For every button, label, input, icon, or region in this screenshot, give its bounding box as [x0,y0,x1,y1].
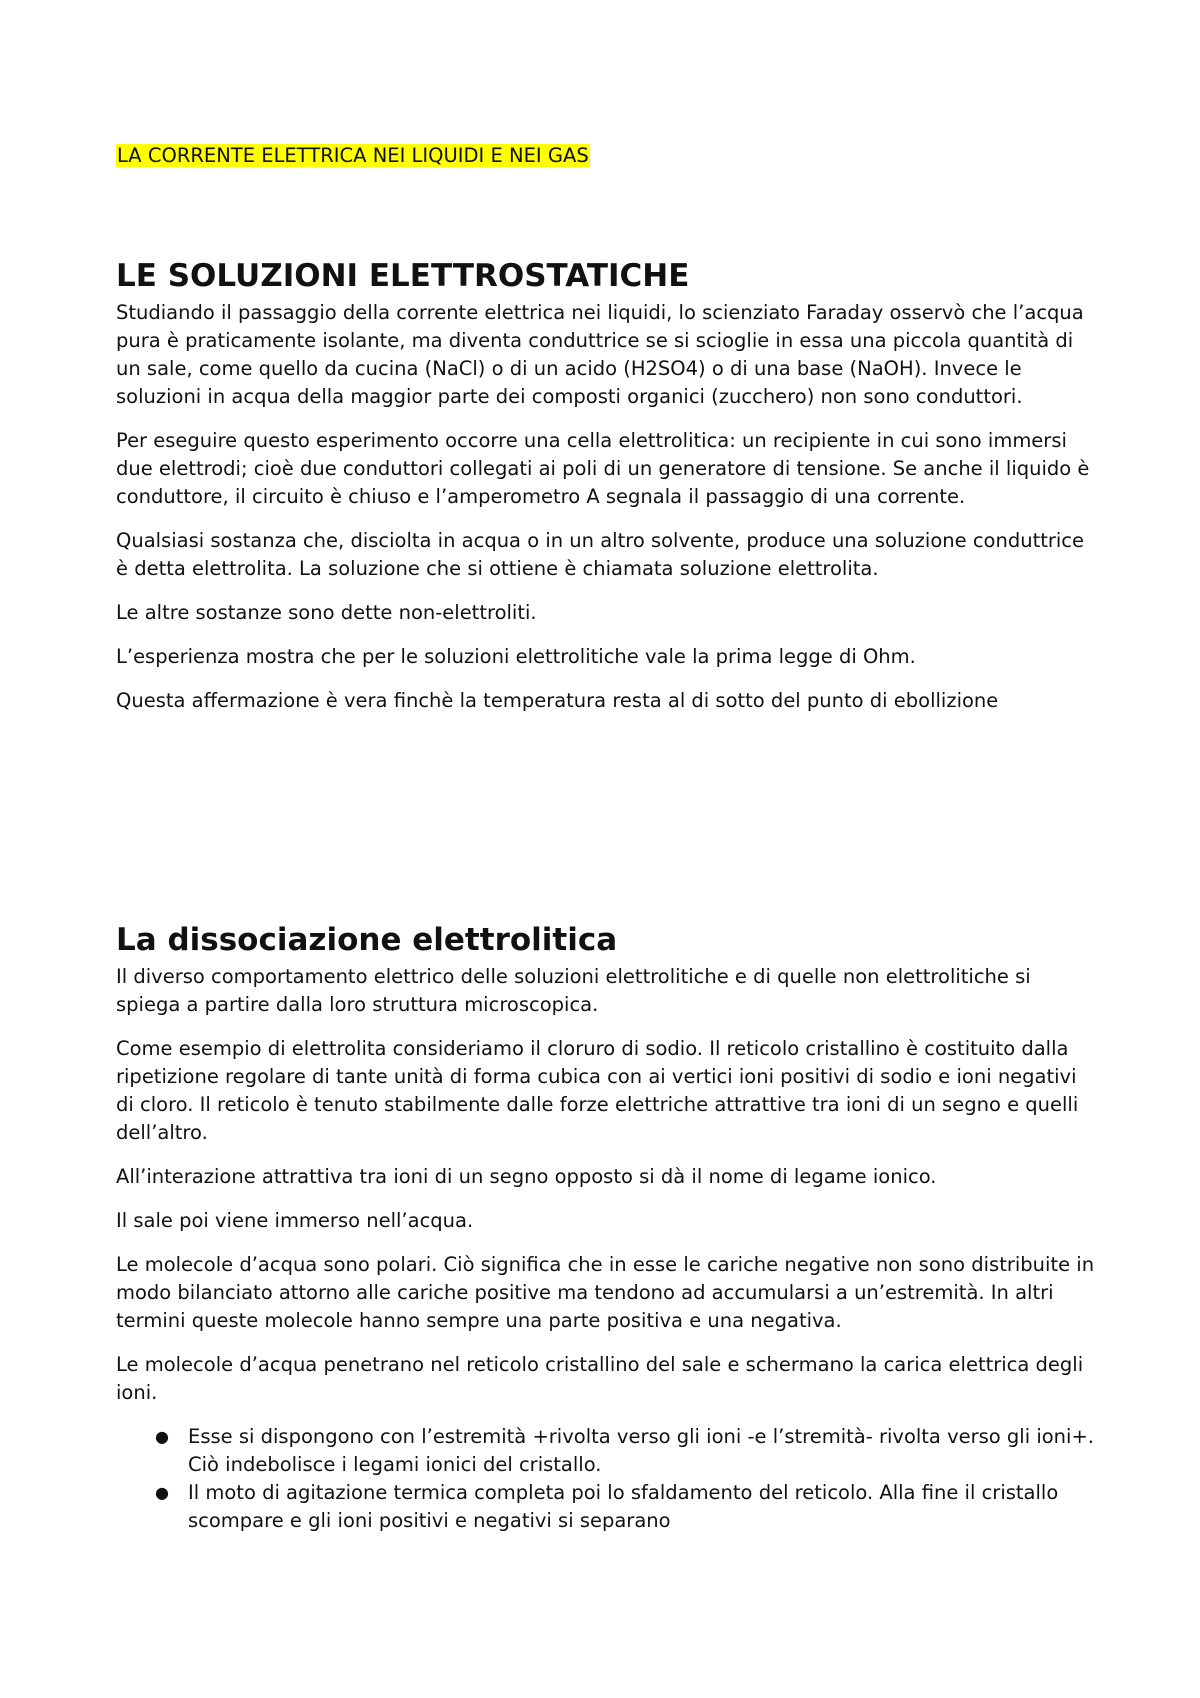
paragraph: Le molecole d’acqua penetrano nel reticolo cristallino del sale e schermano la carica elettrica degli ioni. [116,1353,1084,1404]
bullet-text: Esse si dispongono con l’estremità +rivolta verso gli ioni -e l’stremità- rivolta verso gli ioni+. Ciò indebolisce i legami ionici del cristallo. [188,1425,1094,1476]
paragraph: Le altre sostanze sono dette non-elettroliti. [116,601,537,624]
section-body-dissociazione [116,963,1096,1535]
paragraph: Qualsiasi sostanza che, disciolta in acqua o in un altro solvente, produce una soluzione conduttrice è detta elettrolita. La soluzione che si ottiene è chiamata soluzione elettrolita. [116,529,1085,580]
highlighted-title-text: LA CORRENTE ELETTRICA NEI LIQUIDI E NEI GAS [117,144,589,167]
paragraph: Questa affermazione è vera finchè la temperatura resta al di sotto del punto di ebollizione [116,689,999,712]
paragraph: Per eseguire questo esperimento occorre una cella elettrolitica: un recipiente in cui sono immersi due elettrodi; cioè due conduttori collegati ai poli di un generatore di tensione. Se anche il liquido è conduttore, il circuito è chiuso e l’amperometro A segnala il passaggio di una corrente. [116,429,1090,508]
section-body-soluzioni [116,299,1096,731]
bullet-item [116,1479,1096,1535]
paragraph: Il sale poi viene immerso nell’acqua. [116,1209,474,1232]
section-heading-soluzioni: LE SOLUZIONI ELETTROSTATICHE [116,258,690,294]
paragraph: L’esperienza mostra che per le soluzioni elettrolitiche vale la prima legge di Ohm. [116,645,916,668]
paragraph: All’interazione attrattiva tra ioni di un segno opposto si dà il nome di legame ionico. [116,1165,937,1188]
paragraph: Le molecole d’acqua sono polari. Ciò significa che in esse le cariche negative non sono distribuite in modo bilanciato attorno alle cariche positive ma tendono ad accumularsi a un’estremità. In altri termini queste molecole hanno sempre una parte positiva e una negativa. [116,1253,1095,1332]
document-title [116,143,590,169]
section-heading-dissociazione: La dissociazione elettrolitica [116,922,618,958]
paragraph: Il diverso comportamento elettrico delle soluzioni elettrolitiche e di quelle non elettrolitiche si spiega a partire dalla loro struttura microscopica. [116,965,1031,1016]
paragraph: Studiando il passaggio della corrente elettrica nei liquidi, lo scienziato Faraday osservò che l’acqua pura è praticamente isolante, ma diventa conduttrice se si scioglie in essa una piccola quantità di un sale, come quello da cucina (NaCl) o di un acido (H2SO4) o di una base (NaOH). Invece le soluzioni in acqua della maggior parte dei composti organici (zucchero) non sono conduttori. [116,301,1084,408]
paragraph: Come esempio di elettrolita consideriamo il cloruro di sodio. Il reticolo cristallino è costituito dalla ripetizione regolare di tante unità di forma cubica con ai vertici ioni positivi di sodio e ioni negativi di cloro. Il reticolo è tenuto stabilmente dalle forze elettriche attrattive tra ioni di un segno e quelli dell’altro. [116,1037,1079,1144]
bullet-item [116,1423,1096,1479]
bullet-dot-icon: ● [155,1483,169,1502]
bullet-text: Il moto di agitazione termica completa poi lo sfaldamento del reticolo. Alla fine il cristallo scompare e gli ioni positivi e negativi si separano [188,1481,1059,1532]
bullet-dot-icon: ● [155,1427,169,1446]
bullet-list [116,1423,1096,1535]
